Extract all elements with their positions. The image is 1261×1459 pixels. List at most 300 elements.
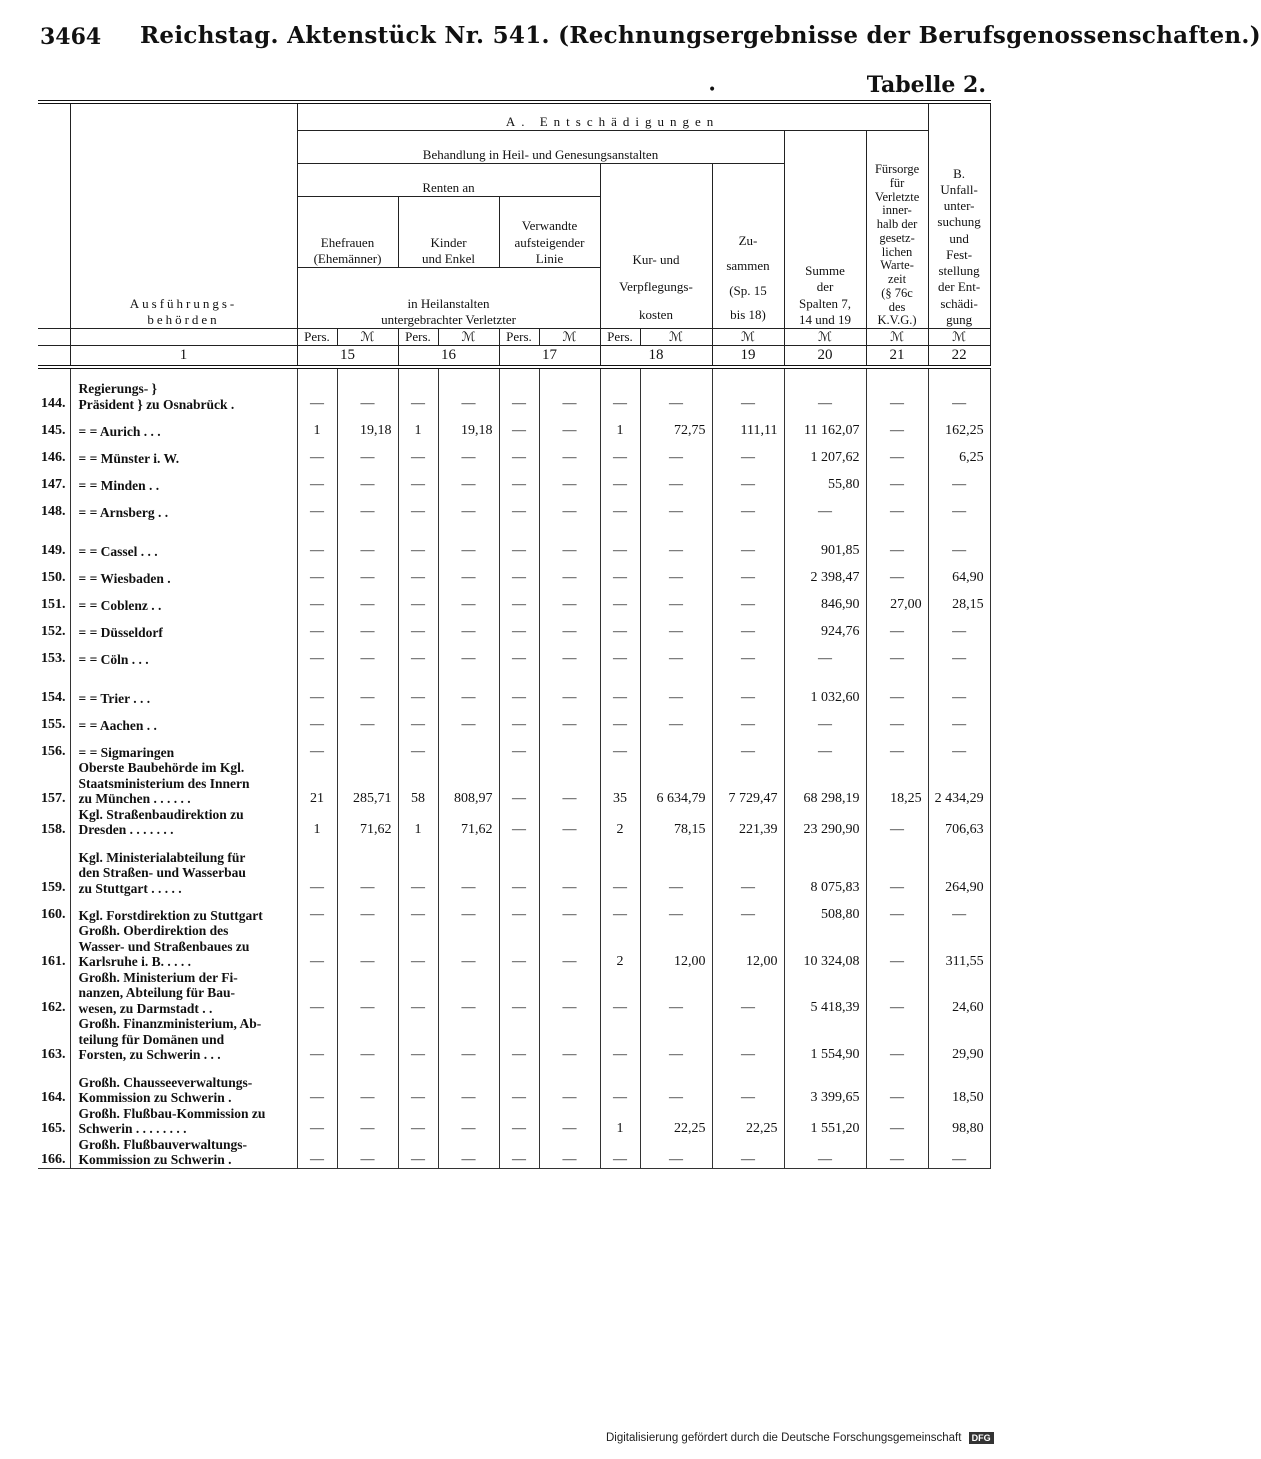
table-row [38, 640, 990, 667]
unit-mark: ℳ [784, 329, 866, 346]
cell-c19: — [712, 532, 784, 559]
cell-c16m: — [438, 493, 499, 520]
cell-c22: — [928, 640, 990, 667]
cell-c17m: — [539, 412, 600, 439]
row-number: 148. [38, 493, 70, 520]
authority-name: Großh. Oberdirektion des Wasser- und Straßenbaues zu Karlsruhe i. B. . . . . [70, 923, 297, 970]
cell-c16p: 1 [398, 412, 438, 439]
cell-c17p: — [499, 1106, 539, 1137]
table-head [38, 102, 990, 367]
cell-c18p: 1 [600, 412, 640, 439]
cell-c17p: — [499, 412, 539, 439]
row-number: 163. [38, 1016, 70, 1063]
unit-mark: ℳ [539, 329, 600, 346]
cell-c18m: — [640, 706, 712, 733]
cell-c17p: — [499, 807, 539, 838]
cell-c19: — [712, 613, 784, 640]
cell-c22: — [928, 493, 990, 520]
row-number: 158. [38, 807, 70, 838]
cell-c16p: — [398, 733, 438, 760]
cell-c16p: — [398, 613, 438, 640]
cell-c19: — [712, 493, 784, 520]
cell-c18m: — [640, 613, 712, 640]
cell-c17m: — [539, 586, 600, 613]
cell-c16p: — [398, 679, 438, 706]
authority-name: Regierungs- } Präsident } zu Osnabrück . [70, 381, 297, 412]
cell-c20: 2 398,47 [784, 559, 866, 586]
authority-name: Oberste Baubehörde im Kgl. Staatsministerium des Innern zu München . . . . . . [70, 760, 297, 807]
cell-c18m: 78,15 [640, 807, 712, 838]
cell-c16m: — [438, 532, 499, 559]
cell-c17p: — [499, 381, 539, 412]
cell-c15p: — [297, 1137, 337, 1169]
cell-c16p: 1 [398, 807, 438, 838]
cell-c15m: — [337, 493, 398, 520]
column-number: 22 [928, 346, 990, 367]
cell-c22: 64,90 [928, 559, 990, 586]
authority-name: Kgl. Straßenbaudirektion zu Dresden . . . . . . . [70, 807, 297, 838]
cell-c18m: — [640, 586, 712, 613]
cell-c21: — [866, 532, 928, 559]
cell-c17p: — [499, 1016, 539, 1063]
cell-c16m: — [438, 970, 499, 1017]
cell-c22: — [928, 1137, 990, 1169]
cell-c15m: — [337, 679, 398, 706]
cell-c16m: 71,62 [438, 807, 499, 838]
row-number: 162. [38, 970, 70, 1017]
cell-c16m: — [438, 559, 499, 586]
cell-c15p: 1 [297, 412, 337, 439]
cell-c16p: — [398, 1075, 438, 1106]
cell-c19: 22,25 [712, 1106, 784, 1137]
row-number: 144. [38, 381, 70, 412]
cell-c16m: — [438, 466, 499, 493]
cell-c17m: — [539, 679, 600, 706]
cell-c15m: 71,62 [337, 807, 398, 838]
unit-pers: Pers. [398, 329, 438, 346]
cell-c16m: — [438, 1137, 499, 1169]
cell-c21: — [866, 850, 928, 897]
cell-c20: 1 551,20 [784, 1106, 866, 1137]
cell-c17p: — [499, 640, 539, 667]
cell-c22: — [928, 466, 990, 493]
cell-c16p: — [398, 896, 438, 923]
cell-c17p: — [499, 760, 539, 807]
cell-c18m: 12,00 [640, 923, 712, 970]
cell-c16p: — [398, 1106, 438, 1137]
cell-c22: — [928, 896, 990, 923]
cell-c18m: — [640, 439, 712, 466]
row-number: 145. [38, 412, 70, 439]
cell-c18m: 22,25 [640, 1106, 712, 1137]
unit-mark: ℳ [337, 329, 398, 346]
dfg-logo: DFG [969, 1432, 994, 1444]
cell-c17m: — [539, 706, 600, 733]
cell-c19: — [712, 640, 784, 667]
unit-pers: Pers. [297, 329, 337, 346]
cell-c15p: — [297, 640, 337, 667]
cell-c18m: — [640, 640, 712, 667]
cell-c17m: — [539, 439, 600, 466]
cell-c18p: — [600, 613, 640, 640]
cell-c18m [640, 733, 712, 760]
cell-c17m: — [539, 760, 600, 807]
cell-c17m [539, 733, 600, 760]
cell-c19: — [712, 586, 784, 613]
cell-c17p: — [499, 1075, 539, 1106]
cell-c17m: — [539, 970, 600, 1017]
header-ehefrauen: Ehefrauen (Ehemänner) [297, 197, 398, 268]
table-row [38, 439, 990, 466]
table-body [38, 367, 990, 1168]
cell-c16m: — [438, 850, 499, 897]
row-number: 153. [38, 640, 70, 667]
table-row [38, 586, 990, 613]
cell-c20: 901,85 [784, 532, 866, 559]
cell-c19: 221,39 [712, 807, 784, 838]
cell-c22: 29,90 [928, 1016, 990, 1063]
cell-c16m: 808,97 [438, 760, 499, 807]
authority-name: = = Sigmaringen [70, 733, 297, 760]
header-fuersorge: Fürsorge für Verletzte inner- halb der gesetz- lichen Warte- zeit (§ 76c des K.V.G.) [866, 131, 928, 329]
cell-c16m: — [438, 923, 499, 970]
cell-c15p: — [297, 970, 337, 1017]
cell-c17m: — [539, 493, 600, 520]
cell-c16m: — [438, 613, 499, 640]
header-summe: Summe der Spalten 7, 14 und 19 [784, 131, 866, 329]
cell-c21: 18,25 [866, 760, 928, 807]
cell-c17m: — [539, 807, 600, 838]
cell-c20: 846,90 [784, 586, 866, 613]
cell-c18p: — [600, 970, 640, 1017]
cell-c21: — [866, 559, 928, 586]
cell-c15m: — [337, 1075, 398, 1106]
cell-c22: 264,90 [928, 850, 990, 897]
cell-c21: — [866, 640, 928, 667]
cell-c21: — [866, 896, 928, 923]
table-row [38, 466, 990, 493]
cell-c20: — [784, 1137, 866, 1169]
cell-c19: — [712, 381, 784, 412]
cell-c20: 1 207,62 [784, 439, 866, 466]
authority-name: Großh. Finanzministerium, Ab- teilung für Domänen und Forsten, zu Schwerin . . . [70, 1016, 297, 1063]
cell-c22: 28,15 [928, 586, 990, 613]
cell-c22: 98,80 [928, 1106, 990, 1137]
footer [606, 1432, 994, 1444]
cell-c15m: — [337, 896, 398, 923]
authority-name: = = Münster i. W. [70, 439, 297, 466]
cell-c17m: — [539, 1016, 600, 1063]
cell-c16p: — [398, 1137, 438, 1169]
cell-c21: — [866, 1016, 928, 1063]
row-number: 154. [38, 679, 70, 706]
table-row [38, 532, 990, 559]
cell-c17p: — [499, 706, 539, 733]
cell-c17p: — [499, 896, 539, 923]
cell-c17m: — [539, 466, 600, 493]
cell-c15m: — [337, 381, 398, 412]
cell-c16m [438, 733, 499, 760]
cell-c15p: — [297, 493, 337, 520]
cell-c17m: — [539, 640, 600, 667]
row-number: 147. [38, 466, 70, 493]
cell-c16m: — [438, 381, 499, 412]
cell-c17m: — [539, 613, 600, 640]
authority-name: = = Aachen . . [70, 706, 297, 733]
cell-c18p: 1 [600, 1106, 640, 1137]
table-row [38, 706, 990, 733]
row-number: 149. [38, 532, 70, 559]
cell-c17m: — [539, 896, 600, 923]
cell-c19: — [712, 466, 784, 493]
cell-c16m: — [438, 1106, 499, 1137]
cell-c15p: — [297, 613, 337, 640]
table-row [38, 807, 990, 838]
row-number: 151. [38, 586, 70, 613]
cell-c15p: — [297, 381, 337, 412]
cell-c15m: 285,71 [337, 760, 398, 807]
cell-c18m: — [640, 679, 712, 706]
cell-c20: 1 554,90 [784, 1016, 866, 1063]
cell-c17m: — [539, 1137, 600, 1169]
cell-c19: — [712, 679, 784, 706]
cell-c19: — [712, 896, 784, 923]
table-row [38, 850, 990, 897]
cell-c15m: — [337, 923, 398, 970]
cell-c21: — [866, 466, 928, 493]
cell-c22: 18,50 [928, 1075, 990, 1106]
cell-c18p: — [600, 706, 640, 733]
cell-c19: 7 729,47 [712, 760, 784, 807]
row-number: 160. [38, 896, 70, 923]
cell-c19: — [712, 1075, 784, 1106]
table-row [38, 412, 990, 439]
authority-name: = = Arnsberg . . [70, 493, 297, 520]
table-row [38, 559, 990, 586]
authority-name: = = Düsseldorf [70, 613, 297, 640]
cell-c16p: — [398, 586, 438, 613]
cell-c15m: — [337, 706, 398, 733]
cell-c19: — [712, 970, 784, 1017]
cell-c20: 55,80 [784, 466, 866, 493]
cell-c22: — [928, 613, 990, 640]
authority-name: Großh. Chausseeverwaltungs- Kommission zu Schwerin . [70, 1075, 297, 1106]
column-number: 1 [70, 346, 297, 367]
cell-c19: — [712, 559, 784, 586]
header-verwandte: Verwandte aufsteigender Linie [499, 197, 600, 268]
authority-name: Großh. Flußbau-Kommission zu Schwerin . . . . . . . . [70, 1106, 297, 1137]
row-number: 164. [38, 1075, 70, 1106]
row-number: 152. [38, 613, 70, 640]
cell-c17p: — [499, 439, 539, 466]
page-header [40, 18, 1261, 58]
page-number: 3464 [40, 24, 102, 50]
column-number: 21 [866, 346, 928, 367]
authority-name: = = Trier . . . [70, 679, 297, 706]
cell-c17m: — [539, 923, 600, 970]
cell-c17p: — [499, 733, 539, 760]
cell-c16p: — [398, 850, 438, 897]
header-b-group: B. Unfall- unter- suchung und Fest- stellung der Ent- schädi- gung [928, 102, 990, 329]
cell-c21: — [866, 613, 928, 640]
rownum-header [38, 102, 70, 329]
cell-c21: 27,00 [866, 586, 928, 613]
cell-c16m: — [438, 640, 499, 667]
ink-dot: • [708, 82, 717, 98]
cell-c21: — [866, 970, 928, 1017]
cell-c17m: — [539, 1075, 600, 1106]
cell-c20: 1 032,60 [784, 679, 866, 706]
row-number: 146. [38, 439, 70, 466]
cell-c18m: — [640, 970, 712, 1017]
cell-c16m: — [438, 439, 499, 466]
cell-c15m: 19,18 [337, 412, 398, 439]
table-row [38, 1016, 990, 1063]
cell-c17p: — [499, 559, 539, 586]
cell-c21: — [866, 1075, 928, 1106]
table-row [38, 1106, 990, 1137]
cell-c18m: — [640, 1016, 712, 1063]
cell-c18p: — [600, 439, 640, 466]
cell-c17p: — [499, 970, 539, 1017]
unit-pers: Pers. [499, 329, 539, 346]
cell-c19: — [712, 1016, 784, 1063]
table-label: Tabelle 2. [866, 72, 986, 98]
cell-c17p: — [499, 466, 539, 493]
cell-c18m: — [640, 381, 712, 412]
authority-name: = = Aurich . . . [70, 412, 297, 439]
cell-c19: 12,00 [712, 923, 784, 970]
page-title: Reichstag. Aktenstück Nr. 541. (Rechnungsergebnisse der Berufsgenossenschaften.) [140, 22, 1261, 49]
cell-c15m: — [337, 559, 398, 586]
cell-c15m: — [337, 640, 398, 667]
cell-c15m: — [337, 586, 398, 613]
cell-c22: 6,25 [928, 439, 990, 466]
cell-c16p: — [398, 640, 438, 667]
cell-c15m: — [337, 850, 398, 897]
cell-c18p: — [600, 850, 640, 897]
cell-c15m: — [337, 970, 398, 1017]
cell-c17p: — [499, 532, 539, 559]
cell-c19: — [712, 439, 784, 466]
cell-c21: — [866, 1137, 928, 1169]
cell-c16m: 19,18 [438, 412, 499, 439]
cell-c22: — [928, 706, 990, 733]
row-number: 157. [38, 760, 70, 807]
authority-name: = = Coblenz . . [70, 586, 297, 613]
cell-c18p: 2 [600, 807, 640, 838]
cell-c22: 311,55 [928, 923, 990, 970]
header-behandlung: Behandlung in Heil- und Genesungsanstalten [297, 131, 784, 164]
cell-c20: — [784, 706, 866, 733]
cell-c18m: — [640, 1075, 712, 1106]
cell-c15p: — [297, 733, 337, 760]
cell-c22: — [928, 679, 990, 706]
cell-c20: 5 418,39 [784, 970, 866, 1017]
authority-name: = = Minden . . [70, 466, 297, 493]
row-number: 159. [38, 850, 70, 897]
cell-c19: — [712, 850, 784, 897]
table-row [38, 896, 990, 923]
cell-c18p: — [600, 1137, 640, 1169]
cell-c22: 2 434,29 [928, 760, 990, 807]
header-kur: Kur- und Verpflegungs- kosten [600, 164, 712, 329]
row-number: 166. [38, 1137, 70, 1169]
cell-c17p: — [499, 493, 539, 520]
column-number: 19 [712, 346, 784, 367]
cell-c15m: — [337, 1137, 398, 1169]
cell-c20: 10 324,08 [784, 923, 866, 970]
cell-c15p: — [297, 1106, 337, 1137]
cell-c15p: — [297, 559, 337, 586]
column-number: 17 [499, 346, 600, 367]
table-row [38, 381, 990, 412]
cell-c22: 24,60 [928, 970, 990, 1017]
authority-name: = = Cassel . . . [70, 532, 297, 559]
cell-c16p: — [398, 706, 438, 733]
cell-c15p: — [297, 679, 337, 706]
row-number: 161. [38, 923, 70, 970]
cell-c18m: — [640, 1137, 712, 1169]
cell-c18p: — [600, 559, 640, 586]
cell-c17p: — [499, 923, 539, 970]
cell-c16p: 58 [398, 760, 438, 807]
cell-c15m: — [337, 532, 398, 559]
cell-c16m: — [438, 679, 499, 706]
cell-c17p: — [499, 679, 539, 706]
unit-pers: Pers. [600, 329, 640, 346]
row-number: 165. [38, 1106, 70, 1137]
table-row [38, 493, 990, 520]
cell-c18p: — [600, 733, 640, 760]
cell-c16m: — [438, 586, 499, 613]
cell-c18m: — [640, 466, 712, 493]
cell-c18p: — [600, 586, 640, 613]
cell-c20: — [784, 493, 866, 520]
footer-text: Digitalisierung gefördert durch die Deutsche Forschungsgemeinschaft [606, 1432, 962, 1444]
row-number: 156. [38, 733, 70, 760]
cell-c18p: — [600, 679, 640, 706]
cell-c20: 508,80 [784, 896, 866, 923]
authority-name: = = Wiesbaden . [70, 559, 297, 586]
cell-c17m: — [539, 850, 600, 897]
authority-name: Kgl. Ministerialabteilung für den Straßen- und Wasserbau zu Stuttgart . . . . . [70, 850, 297, 897]
cell-c15m: — [337, 613, 398, 640]
data-table [38, 100, 991, 1169]
cell-c18p: — [600, 466, 640, 493]
unit-mark: ℳ [640, 329, 712, 346]
cell-c19: — [712, 1137, 784, 1169]
cell-c20: 924,76 [784, 613, 866, 640]
cell-c20: 3 399,65 [784, 1075, 866, 1106]
cell-c20: — [784, 733, 866, 760]
cell-c20: 8 075,83 [784, 850, 866, 897]
cell-c19: 111,11 [712, 412, 784, 439]
cell-c18p: 2 [600, 923, 640, 970]
cell-c16p: — [398, 493, 438, 520]
cell-c20: — [784, 640, 866, 667]
cell-c18m: 72,75 [640, 412, 712, 439]
cell-c22: — [928, 381, 990, 412]
cell-c15p: — [297, 586, 337, 613]
cell-c16p: — [398, 559, 438, 586]
cell-c21: — [866, 923, 928, 970]
authority-name: Kgl. Forstdirektion zu Stuttgart [70, 896, 297, 923]
header-a-group: A. Entschädigungen [297, 102, 928, 131]
cell-c15p: — [297, 896, 337, 923]
cell-c16p: — [398, 381, 438, 412]
cell-c21: — [866, 733, 928, 760]
